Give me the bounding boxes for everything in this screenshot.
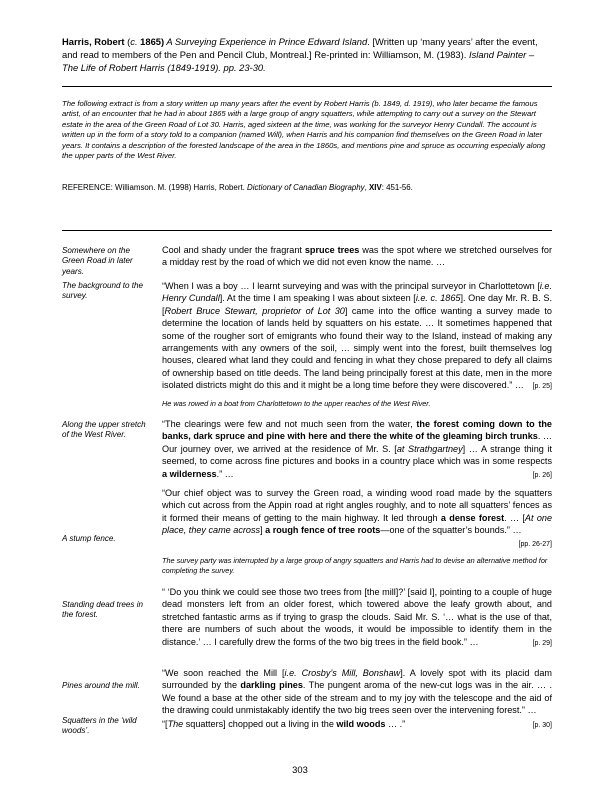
quote-paragraph xyxy=(162,244,552,269)
page-citation: [p. 30] xyxy=(532,722,552,729)
citation-source: . [Written up ‘many years’ after the event, and read to members of the Pen and Pencil Club, Montreal.] Re-printed in: Williamson, M. (1983). xyxy=(62,36,538,60)
italic-run: i.e. c. 1865 xyxy=(415,293,461,304)
page-citation: [pp. 26-27] xyxy=(518,540,552,548)
citation-year: 1865) xyxy=(137,36,165,47)
text-run: .” … xyxy=(216,468,234,479)
citation-author: Harris, Robert xyxy=(62,36,125,47)
citation-circa: c. xyxy=(130,36,138,47)
text-run: ] came into the office wanting a survey made to determine the location of lands held by squatters on his estate. … It sometimes happened that some of the rougher sort of emigrants who found their way to the Island, instead of making any arrangements with any owners of the soil, … simply went into the forest, built themselves log houses, cleared what land they could and fencing in what they chose prepared to defy all claims of ownership based on title deeds. The land being principally forest at this date, men in the more isolated districts might do this and it might be a long time before they were discovered.” … xyxy=(162,305,552,391)
page-citation: [p. 25] xyxy=(532,383,552,391)
bold-run: a dense forest xyxy=(440,512,505,523)
reference-title: Dictionary of Canadian Biography xyxy=(247,183,365,192)
bold-run: the forest coming down to the banks, dark spruce and pine with here and there the white of the gleaming birch trunks xyxy=(162,419,552,442)
italic-run: i.e. Henry Cundall xyxy=(162,281,552,304)
italic-run: The xyxy=(167,719,184,729)
bold-run: wild woods xyxy=(336,719,386,729)
text-run: “[ xyxy=(162,719,168,729)
italic-run: at Strathgartney xyxy=(396,443,463,454)
text-run: . … Our journey over, we arrived at the residence of Mr. S. [ xyxy=(162,431,552,454)
margin-note: Pines around the mill. xyxy=(62,681,140,690)
italic-run: At one place, they came across xyxy=(162,512,552,536)
citation-paren: ( xyxy=(124,36,131,47)
reference-pages: : 451-56. xyxy=(381,183,413,192)
citation xyxy=(62,35,552,74)
text-run: “The clearings were few and not much seen from the water, xyxy=(162,419,417,429)
text-run: “When I was a boy … I learnt surveying and was with the principal surveyor in Charlottetown [ xyxy=(162,281,540,291)
text-run: “ ‘Do you think we could see those two trees from [the mill]?’ [said I], pointing to a couple of huge dead monsters left from an older forest, which towered above the leafy growth about, and stretched fantastic arms as if trying to grasp the clouds. Said Mr. S. ‘… what is the use of that, there are numbers of such about the woods, it would be impossible to identify them in the distance.’ … I carefully drew the forms of the two big trees in the field book.” … xyxy=(162,587,552,647)
bold-run: a wilderness xyxy=(162,468,217,479)
text-run: ] xyxy=(260,525,266,536)
italic-run: Robert Bruce Stewart, proprietor of Lot 30 xyxy=(164,305,345,316)
bold-run: spruce trees xyxy=(304,245,360,255)
text-run: “Our chief object was to survey the Green road, a winding wood road made by the squatters which cut across from the Appin road at right angles roughly, and to note all squatters’ fences as it formed their means of getting to the main highway. It led through xyxy=(162,488,552,523)
text-run: ] … A strange thing it seemed, to come across fine pictures and books in a country place which was in some respects xyxy=(162,443,552,467)
quote-paragraph xyxy=(162,667,552,717)
text-run: was the spot where we stretched ourselves for a midday rest by the road of which we did not even know the name. … xyxy=(162,245,553,268)
text-run: “We soon reached the Mill [ xyxy=(162,668,285,678)
margin-note: The background to the survey. xyxy=(62,281,143,301)
margin-note: Squatters in the ‘wild woods’. xyxy=(62,716,137,736)
divider-bottom xyxy=(62,230,552,231)
margin-note: Standing dead trees in the forest. xyxy=(62,600,143,620)
text-run: —one of the squatter’s bounds.” … xyxy=(380,525,522,536)
text-run: . The pungent aroma of the new-cut logs was in the air. … . We found a base at the other side of the stream and to my joy with the telescope and the aid of the drawing could unmistakably identify the two big trees seen over the intervening forest.” … xyxy=(162,680,552,716)
reference-sep: , xyxy=(364,183,369,192)
text-run: ]. At the time I am speaking I was about sixteen [ xyxy=(219,293,416,304)
quote-paragraph xyxy=(162,418,552,482)
margin-note: Along the upper stretch of the West River. xyxy=(62,420,146,440)
margin-note: A stump fence. xyxy=(62,534,116,543)
quote-paragraph xyxy=(162,718,552,732)
page-citation: [p. 26] xyxy=(532,471,552,479)
bold-run: a rough fence of tree roots xyxy=(265,525,381,536)
text-run: squatters] chopped out a living in the xyxy=(183,719,337,729)
margin-note: Somewhere on the Green Road in later years. xyxy=(62,246,133,276)
page-number: 303 xyxy=(292,764,308,775)
text-run: ]. One day Mr. R. B. S. [ xyxy=(162,293,552,316)
quote-paragraph xyxy=(162,586,552,650)
citation-book: Island Painter – The Life of Robert Harris (1849-1919). pp. 23-30. xyxy=(62,49,535,73)
intro-paragraph: The following extract is from a story written up many years after the event by Robert Harris (b. 1849, d. 1919), who later became the famous artist, of an encounter that he had in about 1865 with a large group of angry squatters, while attempting to carry out a survey on the Stewart estate in the area of the Green Road of Lot 30. Harris, aged sixteen at the time, was working for the surveyor Henry Cundall. The account is written up in the form of a story told to a companion (named Will), when Harris and his companion find themselves on the Green Road in later years. It contains a description of the forested landscape of the area in the 1860s, and mentions pine and spruce as occurring especially along the upper parts of the West River. xyxy=(62,99,546,161)
citation-title: A Surveying Experience in Prince Edward Island xyxy=(164,36,368,47)
italic-run: i.e. Crosby’s Mill, Bonshaw xyxy=(284,668,401,678)
text-run: … .” xyxy=(385,719,406,729)
text-run: . … [ xyxy=(504,512,525,523)
bold-run: darkling pines xyxy=(240,680,303,691)
reference-volume: XIV xyxy=(368,183,382,192)
editorial-aside: The survey party was interrupted by a large group of angry squatters and Harris had to devise an alternative method for completing the survey. xyxy=(162,556,548,575)
text-run: Cool and shady under the fragrant xyxy=(162,245,305,255)
quote-paragraph xyxy=(162,280,552,394)
page-citation: [p. 29] xyxy=(532,639,552,647)
text-run: ]. A lovely spot with its placid dam surrounded by the xyxy=(162,668,552,691)
reference-prefix: REFERENCE: Williamson. M. (1998) Harris, Robert. xyxy=(62,183,248,192)
editorial-aside: He was rowed in a boat from Charlottetown to the upper reaches of the West River. xyxy=(162,399,431,408)
quote-paragraph xyxy=(162,487,552,551)
divider-top xyxy=(62,86,552,87)
reference-line xyxy=(62,182,552,193)
